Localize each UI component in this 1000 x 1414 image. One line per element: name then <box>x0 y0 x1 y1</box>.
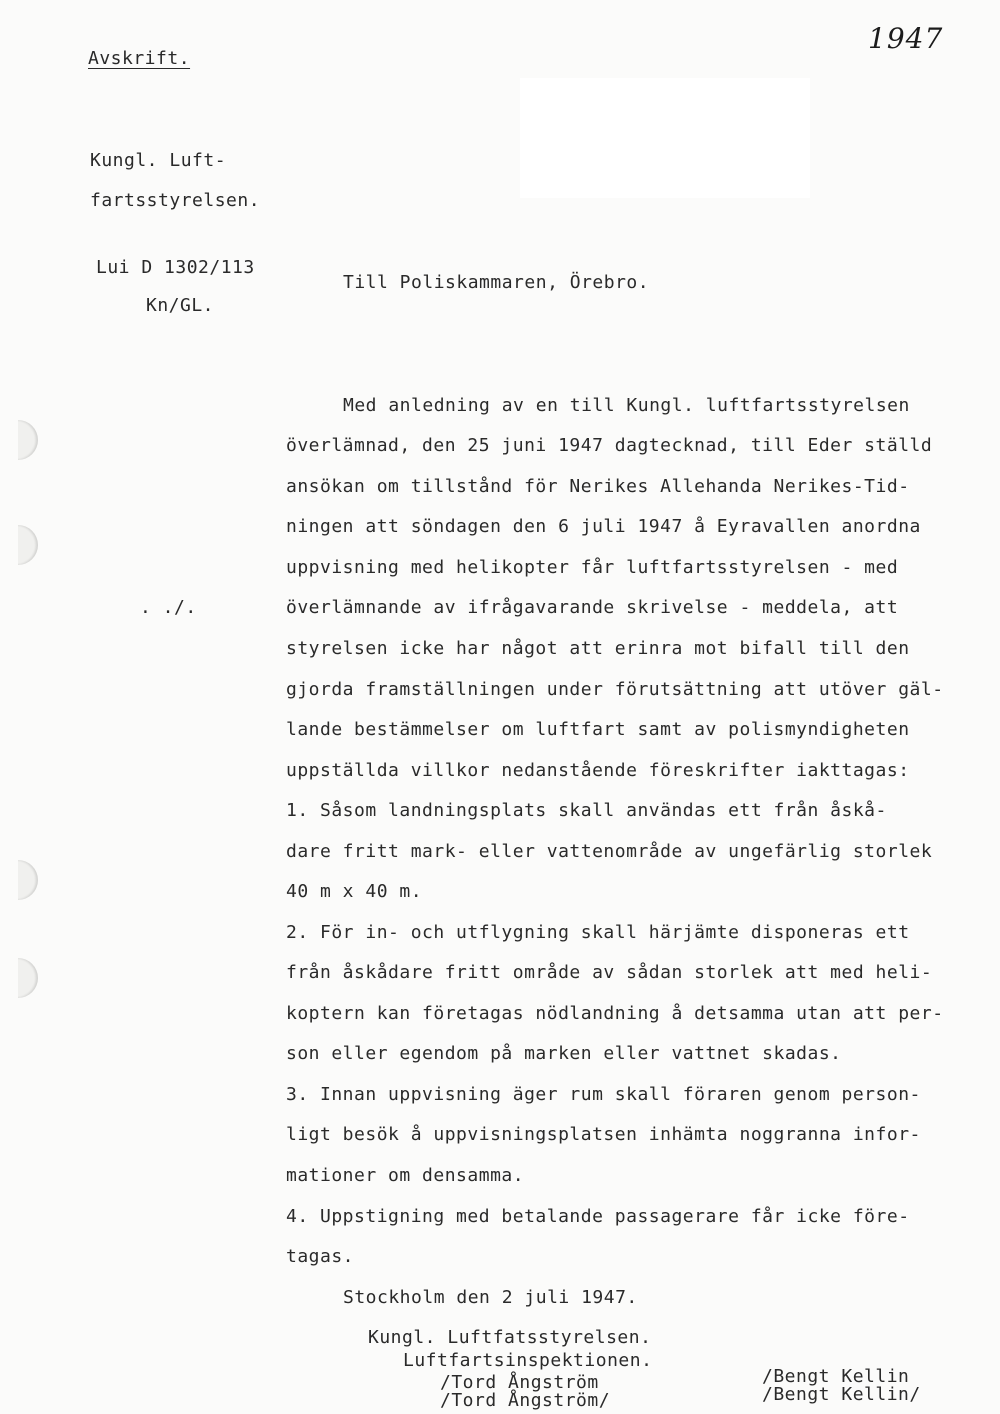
signature-2-line-2: /Bengt Kellin/ <box>762 1384 921 1405</box>
sender-line-1: Kungl. Luft- <box>90 150 227 171</box>
sender-line-2: fartsstyrelsen. <box>90 190 261 211</box>
body-line: ligt besök å uppvisningsplatsen inhämta noggranna infor- <box>286 1124 921 1145</box>
body-line: lande bestämmelser om luftfart samt av polismyndigheten <box>286 719 910 740</box>
body-line: överlämnad, den 25 juni 1947 dagtecknad, till Eder ställd <box>286 435 933 456</box>
reference-number: Lui D 1302/113 <box>96 257 255 278</box>
year-annotation: 1947 <box>868 22 944 55</box>
body-line: styrelsen icke har något att erinra mot bifall till den <box>286 638 910 659</box>
condition-1: 1. Såsom landningsplats skall användas ett från åskå- <box>286 800 887 821</box>
margin-mark: . ./. <box>140 597 197 618</box>
copy-label: Avskrift. <box>88 48 191 69</box>
place-date: Stockholm den 2 juli 1947. <box>343 1287 638 1308</box>
body-line: son eller egendom på marken eller vattnet skadas. <box>286 1043 842 1064</box>
body-line: överlämnande av ifrågavarande skrivelse - meddela, att <box>286 597 899 618</box>
body-line: dare fritt mark- eller vattenområde av ungefärlig storlek <box>286 841 933 862</box>
signature-1-line-1: /Tord Ångström <box>440 1372 599 1393</box>
signatory-dept: Luftfartsinspektionen. <box>403 1350 653 1371</box>
body-line: Med anledning av en till Kungl. luftfartsstyrelsen <box>343 395 910 416</box>
redaction-block <box>520 78 810 198</box>
signature-2-line-1: /Bengt Kellin <box>762 1366 910 1387</box>
signature-1-line-2: /Tord Ångström/ <box>440 1390 611 1411</box>
signatory-org: Kungl. Luftfatsstyrelsen. <box>368 1327 652 1348</box>
body-line: 40 m x 40 m. <box>286 881 423 902</box>
condition-4: 4. Uppstigning med betalande passagerare får icke före- <box>286 1206 910 1227</box>
punch-hole <box>18 860 38 900</box>
reference-initials: Kn/GL. <box>146 295 215 316</box>
body-line: gjorda framställningen under förutsättning att utöver gäl- <box>286 679 944 700</box>
body-line: uppställda villkor nedanstående föreskrifter iakttagas: <box>286 760 910 781</box>
body-line: ansökan om tillstånd för Nerikes Allehanda Nerikes-Tid- <box>286 476 910 497</box>
body-line: från åskådare fritt område av sådan storlek att med heli- <box>286 962 933 983</box>
body-line: tagas. <box>286 1246 355 1267</box>
punch-hole <box>18 958 38 998</box>
body-line: ningen att söndagen den 6 juli 1947 å Eyravallen anordna <box>286 516 921 537</box>
condition-3: 3. Innan uppvisning äger rum skall föraren genom person- <box>286 1084 921 1105</box>
body-line: uppvisning med helikopter får luftfartsstyrelsen - med <box>286 557 899 578</box>
punch-hole <box>18 525 38 565</box>
recipient: Till Poliskammaren, Örebro. <box>343 272 650 293</box>
condition-2: 2. För in- och utflygning skall härjämte disponeras ett <box>286 922 910 943</box>
punch-hole <box>18 420 38 460</box>
body-line: koptern kan företagas nödlandning å detsamma utan att per- <box>286 1003 944 1024</box>
body-line: mationer om densamma. <box>286 1165 525 1186</box>
